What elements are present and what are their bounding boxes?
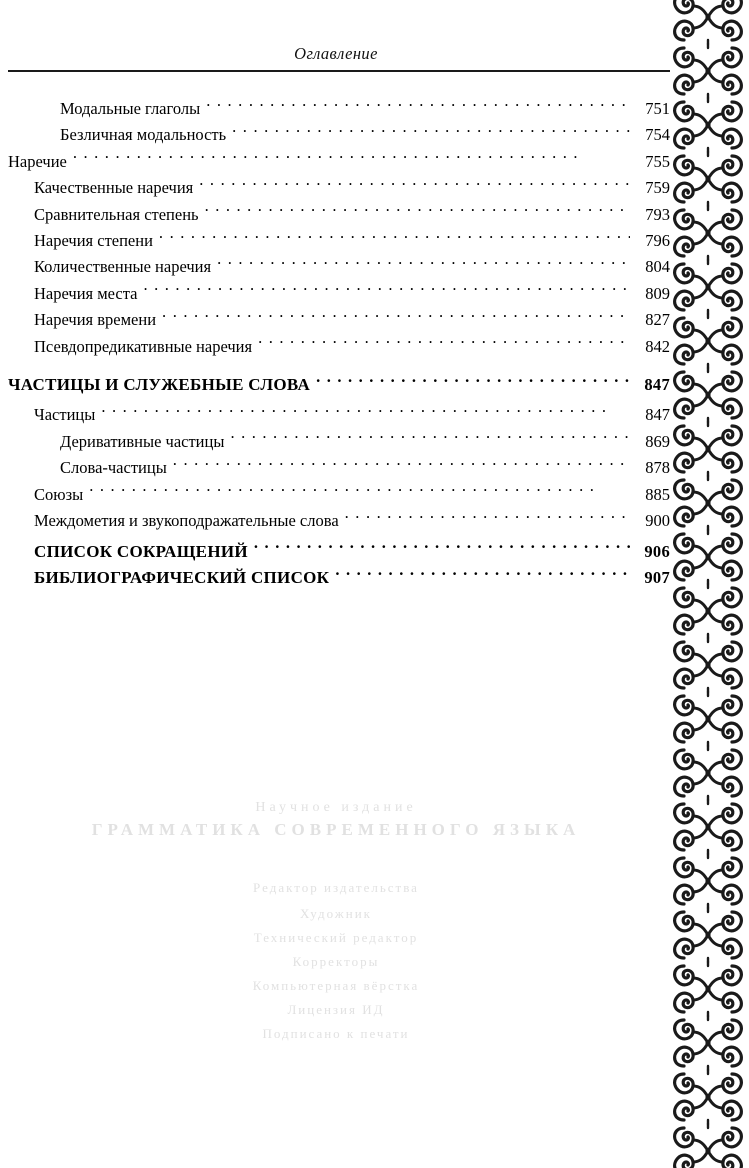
toc-entry-label: Частицы <box>34 405 96 425</box>
toc-leader-dots <box>206 98 630 115</box>
toc-leader-dots <box>258 335 630 352</box>
toc-leader-dots <box>101 404 630 421</box>
toc-entry[interactable] <box>8 307 670 333</box>
header-rule <box>8 70 670 72</box>
toc-entry[interactable] <box>8 202 670 228</box>
toc-entry-page-number: 906 <box>644 541 670 561</box>
toc-entry-page-number: 793 <box>645 204 670 224</box>
toc-entry-page-number: 847 <box>644 375 670 395</box>
toc-entry-label: Безличная модальность <box>60 125 227 145</box>
toc-entry-label: Союзы <box>34 484 84 504</box>
toc-entry-page-number: 900 <box>645 511 670 531</box>
toc-leader-dots <box>159 230 630 247</box>
toc-leader-dots <box>73 150 630 167</box>
showthrough-line-8: Лицензия ИД <box>287 1002 385 1017</box>
toc-entry-label: Наречия места <box>34 283 138 303</box>
toc-entry[interactable] <box>8 334 670 360</box>
showthrough-line-3: Редактор издательства <box>253 880 419 895</box>
toc-leader-dots <box>217 256 630 273</box>
toc-leader-dots <box>316 373 630 390</box>
toc-entry[interactable] <box>8 122 670 148</box>
showthrough-line-2: ГРАММАТИКА СОВРЕМЕННОГО ЯЗЫКА <box>91 820 581 839</box>
showthrough-line-7: Компьютерная вёрстка <box>252 978 420 993</box>
toc-entry-page-number: 796 <box>645 231 670 251</box>
toc-entry-page-number: 847 <box>645 405 670 425</box>
toc-entry-label: СПИСОК СОКРАЩЕНИЙ <box>34 541 248 561</box>
showthrough-line-1: Научное издание <box>255 800 417 815</box>
toc-entry[interactable] <box>8 281 670 307</box>
toc-entry[interactable] <box>8 482 670 508</box>
toc-entry[interactable] <box>8 455 670 481</box>
toc-entry[interactable] <box>8 228 670 254</box>
toc-entry[interactable] <box>8 149 670 175</box>
toc-entry-label: Сравнительная степень <box>34 204 199 224</box>
toc-entry-page-number: 869 <box>645 431 670 451</box>
toc-entry[interactable] <box>8 175 670 201</box>
toc-entry[interactable] <box>8 565 670 591</box>
toc-entry-label: Наречие <box>8 151 67 171</box>
toc-entry-page-number: 842 <box>645 336 670 356</box>
toc-leader-dots <box>205 203 630 220</box>
toc-leader-dots <box>199 177 630 194</box>
table-of-contents <box>8 96 670 591</box>
ornamental-border <box>670 0 749 1168</box>
toc-entry[interactable] <box>8 402 670 428</box>
toc-entry-page-number: 755 <box>645 151 670 171</box>
toc-entry[interactable] <box>8 96 670 122</box>
toc-entry[interactable] <box>8 508 670 534</box>
toc-entry[interactable] <box>8 254 670 280</box>
toc-entry-label: Количественные наречия <box>34 257 212 277</box>
showthrough-line-5: Технический редактор <box>253 930 419 945</box>
toc-entry-page-number: 754 <box>645 125 670 145</box>
toc-entry[interactable] <box>8 429 670 455</box>
toc-entry-label: Междометия и звукоподражательные слова <box>34 511 339 531</box>
toc-entry-page-number: 751 <box>645 99 670 118</box>
toc-entry-page-number: 759 <box>645 178 670 198</box>
toc-entry-label: Псевдопредикативные наречия <box>34 336 253 356</box>
toc-leader-dots <box>230 430 630 447</box>
toc-entry-label: Модальные глаголы <box>60 99 201 118</box>
toc-entry-label: Наречия степени <box>34 231 153 251</box>
toc-leader-dots <box>162 309 630 326</box>
showthrough-line-9: Подписано к печати <box>262 1026 410 1041</box>
toc-leader-dots <box>232 124 630 141</box>
toc-leader-dots <box>173 457 630 474</box>
toc-entry-page-number: 804 <box>645 257 670 277</box>
toc-entry-label: Качественные наречия <box>34 178 194 198</box>
toc-entry-page-number: 907 <box>644 567 670 587</box>
running-head: Оглавление <box>294 44 378 63</box>
toc-leader-dots <box>345 510 630 527</box>
toc-entry[interactable] <box>8 539 670 565</box>
toc-entry-page-number: 885 <box>645 484 670 504</box>
toc-leader-dots <box>89 483 630 500</box>
showthrough-line-4: Художник <box>300 906 372 921</box>
toc-entry-label: БИБЛИОГРАФИЧЕСКИЙ СПИСОК <box>34 567 330 587</box>
toc-leader-dots <box>254 540 630 557</box>
toc-entry-page-number: 878 <box>645 458 670 478</box>
toc-leader-dots <box>143 282 630 299</box>
showthrough-line-6: Корректоры <box>292 954 380 969</box>
toc-leader-dots <box>335 566 630 583</box>
toc-entry[interactable] <box>8 372 670 398</box>
toc-entry-page-number: 809 <box>645 283 670 303</box>
toc-entry-label: Деривативные частицы <box>60 431 225 451</box>
toc-entry-label: Слова-частицы <box>60 458 167 478</box>
toc-entry-page-number: 827 <box>645 310 670 330</box>
toc-entry-label: Наречия времени <box>34 310 157 330</box>
toc-entry-label: ЧАСТИЦЫ И СЛУЖЕБНЫЕ СЛОВА <box>8 375 311 395</box>
